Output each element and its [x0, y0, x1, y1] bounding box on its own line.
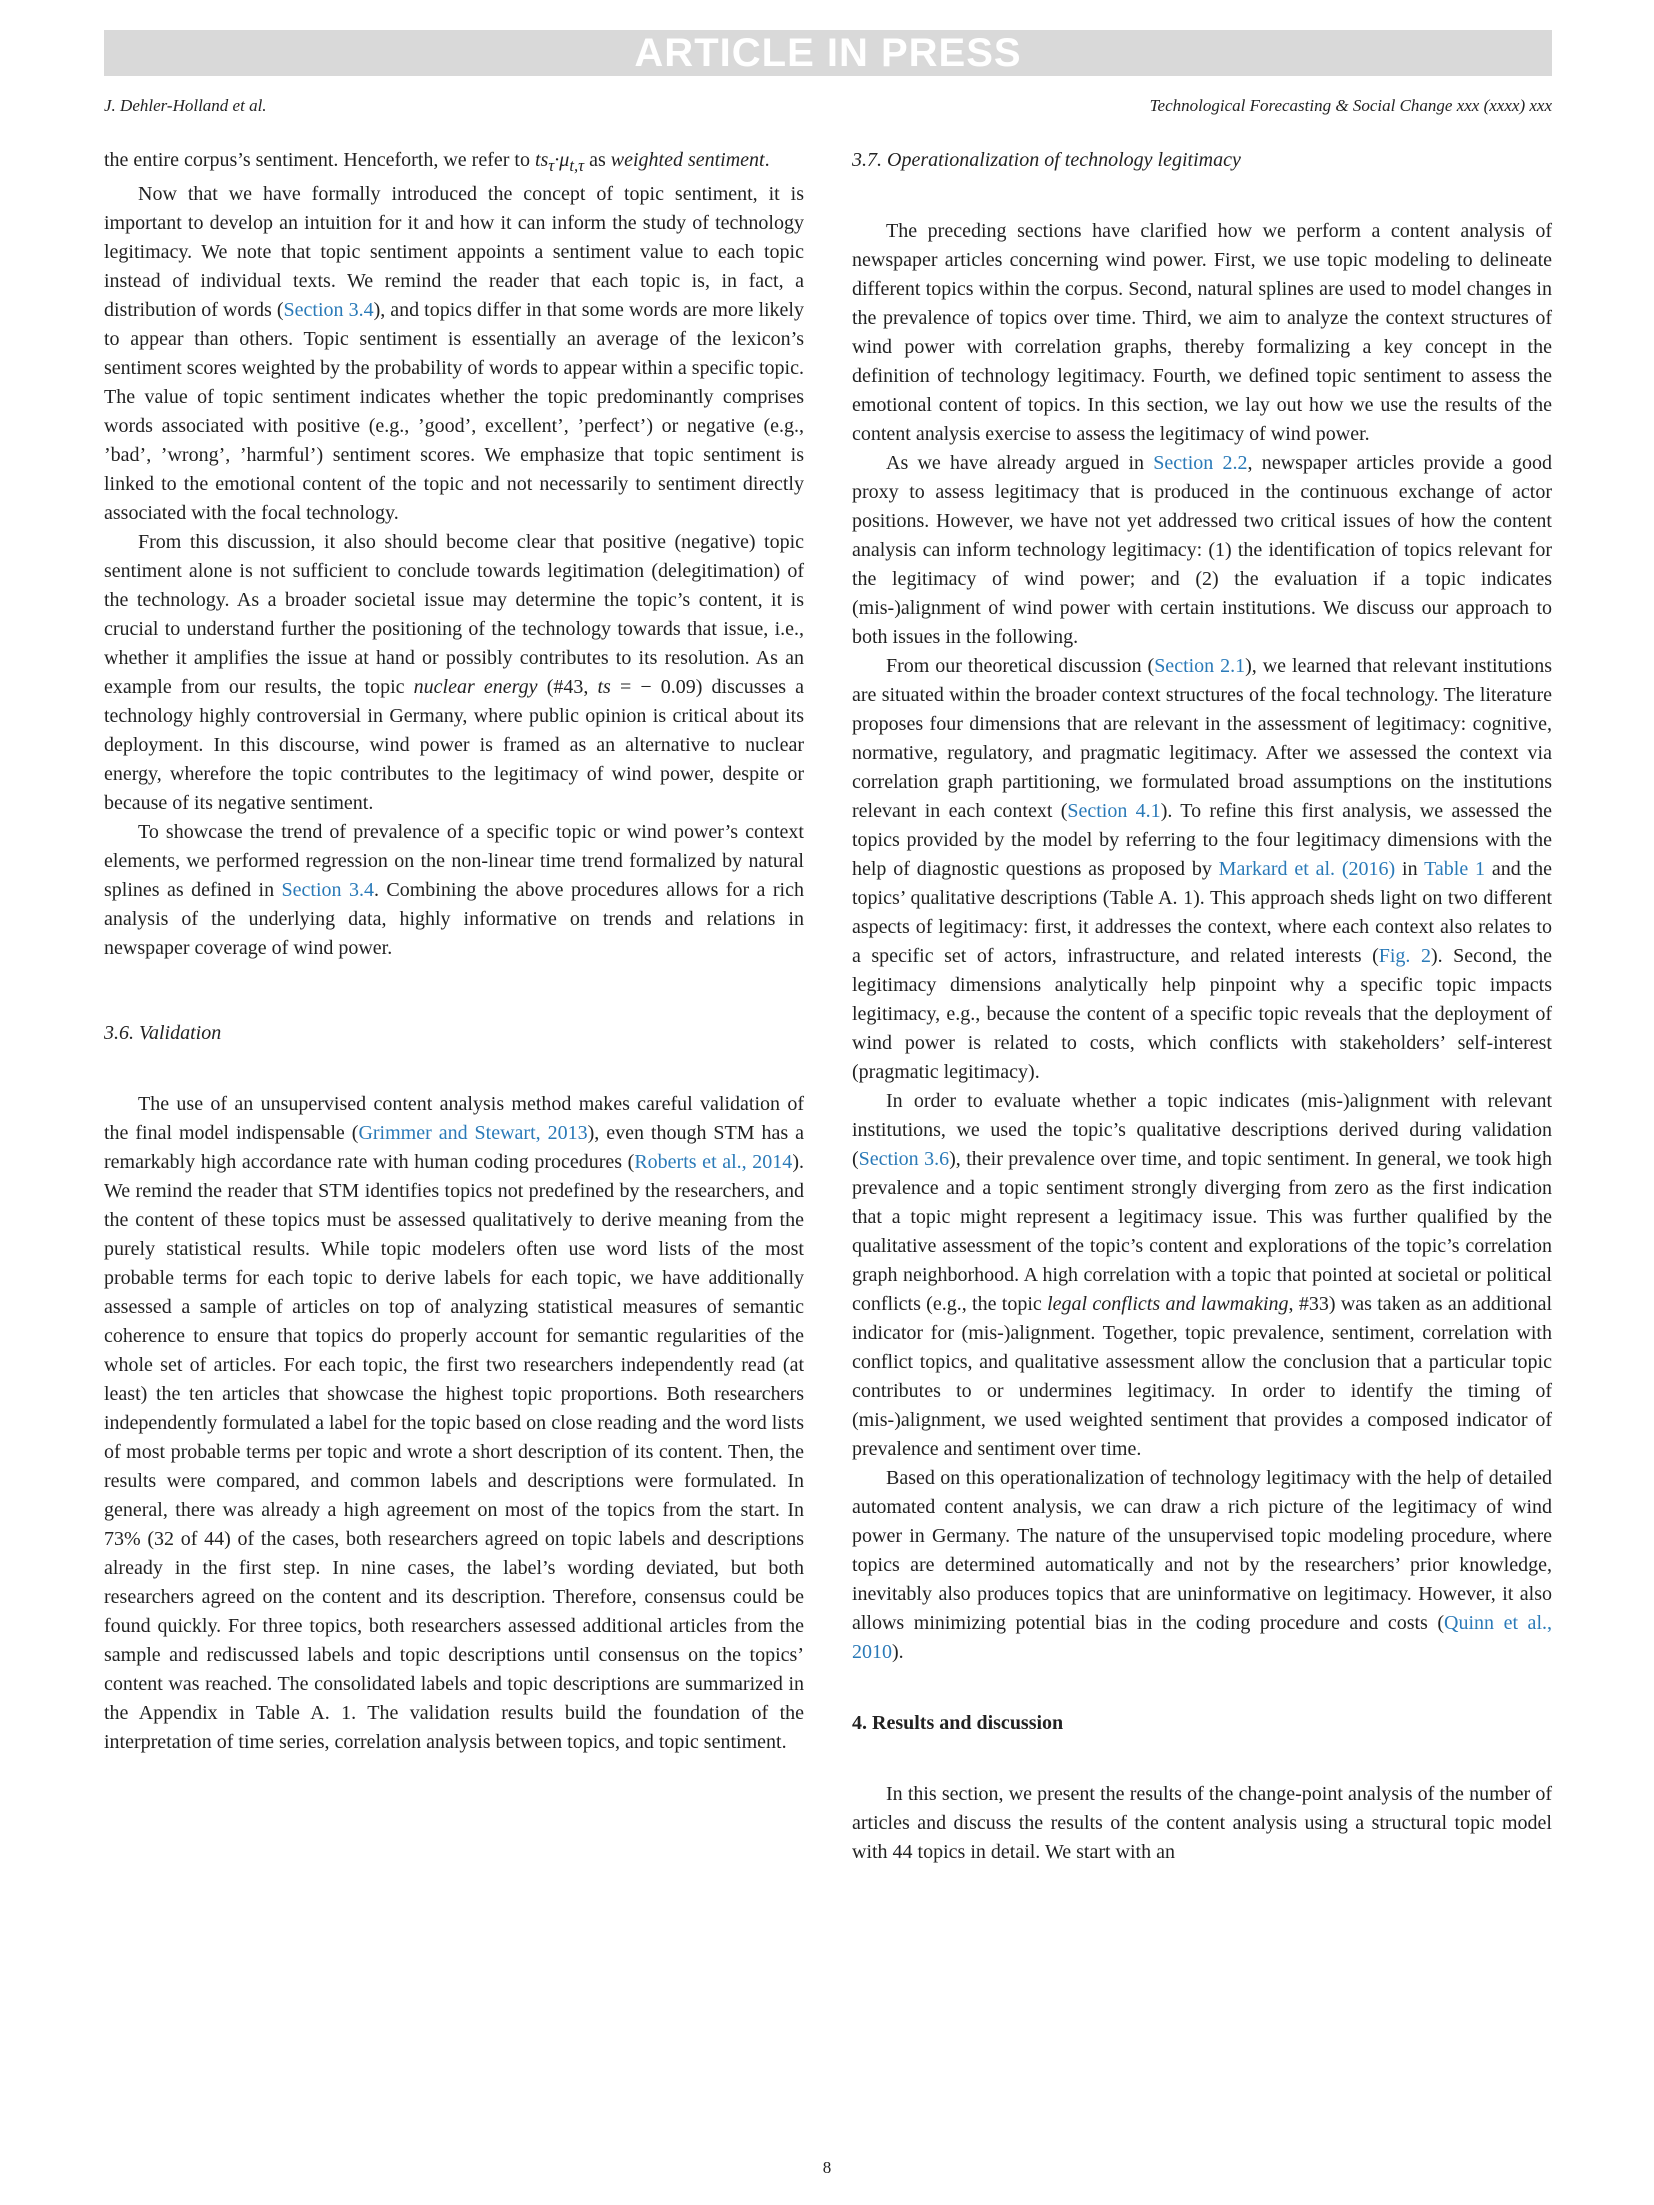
citation-link[interactable]: Markard et al. (2016) [1218, 858, 1396, 880]
paragraph: The use of an unsupervised content analysis method makes careful validation of the final model indispensable (Grimmer and Stewart, 2013), even though STM has a remarkably high accordance rate with human coding procedures (Roberts et al., 2014). We remind the reader that STM identifies topics not predefined by the researchers, and the content of these topics must be assessed qualitatively to derive meaning from the purely statistical results. While topic modelers often use word lists of the most probable terms for each topic to derive labels for each topic, we have additionally assessed a sample of articles on top of analyzing statistical measures of semantic coherence to ensure that topics do properly account for semantic regularities of the whole set of articles. For each topic, the first two researchers independently read (at least) the ten articles that showcase the highest topic proportions. Both researchers independently formulated a label for the topic based on close reading and the word lists of most probable terms per topic and wrote a short description of its content. Then, the results were compared, and common labels and descriptions were formulated. In general, there was already a high agreement on most of the topics from the start. In 73% (32 of 44) of the cases, both researchers agreed on topic labels and descriptions already in the first step. In nine cases, the label’s wording deviated, but both researchers agreed on the content and its description. Therefore, consensus could be found quickly. For three topics, both researchers assessed additional articles from the sample and rediscussed labels and topic descriptions until consensus on the topics’ content was reached. The consolidated labels and topic descriptions are summarized in the Appendix in Table A. 1. The validation results build the foundation of the interpretation of time series, correlation analysis between topics, and topic sentiment. [104, 1093, 805, 1753]
paragraph: As we have already argued in Section 2.2, newspaper articles provide a good proxy to assess legitimacy that is produced in the continuous exchange of actor positions. However, we have not yet addressed two critical issues of how the content analysis can inform technology legitimacy: (1) the identification of topics relevant for the legitimacy of wind power; and (2) the evaluation if a topic indicates (mis-)alignment of wind power with certain institutions. We discuss our approach to both issues in the following. [852, 452, 1552, 648]
table-link[interactable]: Table 1 [1424, 858, 1486, 880]
section-link[interactable]: Section 3.4 [283, 299, 374, 321]
citation-link[interactable]: Roberts et al., 2014 [634, 1151, 793, 1173]
paragraph: In order to evaluate whether a topic indicates (mis-)alignment with relevant institutions, we used the topic’s qualitative descriptions derived during validation (Section 3.6), their prevalence over time, and topic sentiment. In general, we took high prevalence and a topic sentiment strongly diverging from zero as the first indication that a topic might represent a legitimacy issue. This was further qualified by the qualitative assessment of the topic’s content and explorations of the topic’s correlation graph neighborhood. A high correlation with a topic that pointed at societal or political conflicts (e.g., the topic legal conflicts and lawmaking, #33) was taken as an additional indicator for (mis-)alignment. Together, topic prevalence, sentiment, correlation with conflict topics, and qualitative assessment allow the conclusion that a particular topic contributes to or undermines legitimacy. In order to identify the timing of (mis-)alignment, we used weighted sentiment that provides a composed indicator of prevalence and sentiment over time. [852, 1090, 1553, 1460]
left-column [104, 146, 804, 1757]
section-link[interactable]: Section 2.2 [1153, 452, 1248, 474]
section-heading: 4. Results and discussion [852, 1712, 1064, 1734]
section-link[interactable]: Section 3.4 [281, 879, 374, 901]
citation-link[interactable]: Grimmer and Stewart, 2013 [358, 1122, 588, 1144]
article-in-press-banner: ARTICLE IN PRESS [104, 30, 1552, 76]
paragraph: Based on this operationalization of technology legitimacy with the help of detailed automated content analysis, we can draw a rich picture of the legitimacy of wind power in Germany. The nature of the unsupervised topic modeling procedure, where topics are determined automatically and not by the researchers’ prior knowledge, inevitably also produces topics that are uninformative on legitimacy. However, it also allows minimizing potential bias in the coding procedure and costs (Quinn et al., 2010). [852, 1467, 1552, 1663]
paragraph: To showcase the trend of prevalence of a specific topic or wind power’s context elements, we performed regression on the non-linear time trend formalized by natural splines as defined in Section 3.4. Combining the above procedures allows for a rich analysis of the underlying data, highly informative on trends and relations in newspaper coverage of wind power. [104, 821, 804, 959]
section-link[interactable]: Section 2.1 [1154, 655, 1246, 677]
running-head-authors: J. Dehler-Holland et al. [104, 96, 267, 115]
weighted-sentiment-formula: $ts_\tau\cdot\mu_{t,\tau}$ [534, 149, 585, 175]
paragraph: In this section, we present the results of the change-point analysis of the number of articles and discuss the results of the content analysis using a structural topic model with 44 topics in detail. We start with an [852, 1783, 1552, 1863]
paragraph: Now that we have formally introduced the concept of topic sentiment, it is important to develop an intuition for it and how it can inform the study of technology legitimacy. We note that topic sentiment appoints a sentiment value to each topic instead of individual texts. We remind the reader that each topic is, in fact, a distribution of words (Section 3.4), and topics differ in that some words are more likely to appear than others. Topic sentiment is essentially an average of the lexicon’s sentiment scores weighted by the probability of words to appear within a specific topic. The value of topic sentiment indicates whether the topic predominantly comprises words associated with positive (e.g., ’good’, excellent’, ’perfect’) or negative (e.g., ’bad’, ’wrong’, ’harmful’) sentiment scores. We emphasize that topic sentiment is linked to the emotional content of the topic and not necessarily to sentiment directly associated with the focal technology. [104, 183, 804, 524]
section-heading: 3.6. Validation [104, 1022, 222, 1044]
paragraph: From this discussion, it also should become clear that positive (negative) topic sentiment alone is not sufficient to conclude towards legitimation (delegitimation) of the technology. As a broader societal issue may determine the topic’s content, it is crucial to understand further the positioning of the technology towards that issue, i.e., whether it amplifies the issue at hand or possibly contributes to its resolution. As an example from our results, the topic nuclear energy (#43, ts = − 0.09) discusses a technology highly controversial in Germany, where public opinion is critical about its deployment. In this discourse, wind power is framed as an alternative to nuclear energy, wherefore the topic contributes to the legitimacy of wind power, despite or because of its negative sentiment. [104, 531, 804, 814]
figure-link[interactable]: Fig. 2 [1378, 945, 1431, 967]
paragraph: The preceding sections have clarified how we perform a content analysis of newspaper articles concerning wind power. First, we use topic modeling to delineate different topics within the corpus. Second, natural splines are used to model changes in the prevalence of topics over time. Third, we aim to analyze the context structures of wind power with correlation graphs, thereby formalizing a key concept in the definition of technology legitimacy. Fourth, we defined topic sentiment to assess the emotional content of topics. In this section, we lay out how we use the results of the content analysis exercise to assess the legitimacy of wind power. [852, 220, 1552, 445]
page-number: 8 [822, 2158, 832, 2177]
citation-link[interactable]: Quinn et al., 2010 [852, 1612, 1552, 1663]
section-link[interactable]: Section 4.1 [1067, 800, 1161, 822]
right-column [852, 146, 1552, 1867]
running-head-journal: Technological Forecasting & Social Change xxx (xxxx) xxx [1149, 96, 1552, 115]
section-heading: 3.7. Operationalization of technology legitimacy [852, 149, 1241, 171]
paragraph: From our theoretical discussion (Section 2.1), we learned that relevant institutions are situated within the broader context structures of the focal technology. The literature proposes four dimensions that are relevant in the assessment of legitimacy: cognitive, normative, regulatory, and pragmatic legitimacy. After we assessed the context via correlation graph partitioning, we formulated broad assumptions on the institutions relevant in each context (Section 4.1). To refine this first analysis, we assessed the topics provided by the model by referring to the four legitimacy dimensions with the help of diagnostic questions as proposed by Markard et al. (2016) in Table 1 and the topics’ qualitative descriptions (Table A. 1). This approach sheds light on two different aspects of legitimacy: first, it addresses the context, where each context also relates to a specific set of actors, infrastructure, and related interests (Fig. 2). Second, the legitimacy dimensions analytically help pinpoint why a specific topic impacts legitimacy, e.g., because the content of a specific topic reveals that the deployment of wind power is related to costs, which conflicts with stakeholders’ self-interest (pragmatic legitimacy). [852, 655, 1553, 1083]
section-link[interactable]: Section 3.6 [858, 1148, 950, 1170]
paragraph: the entire corpus’s sentiment. Henceforth, we refer to $ts_\tau\cdot\mu_{t,\tau}$ as weighted sentiment. [104, 149, 770, 175]
